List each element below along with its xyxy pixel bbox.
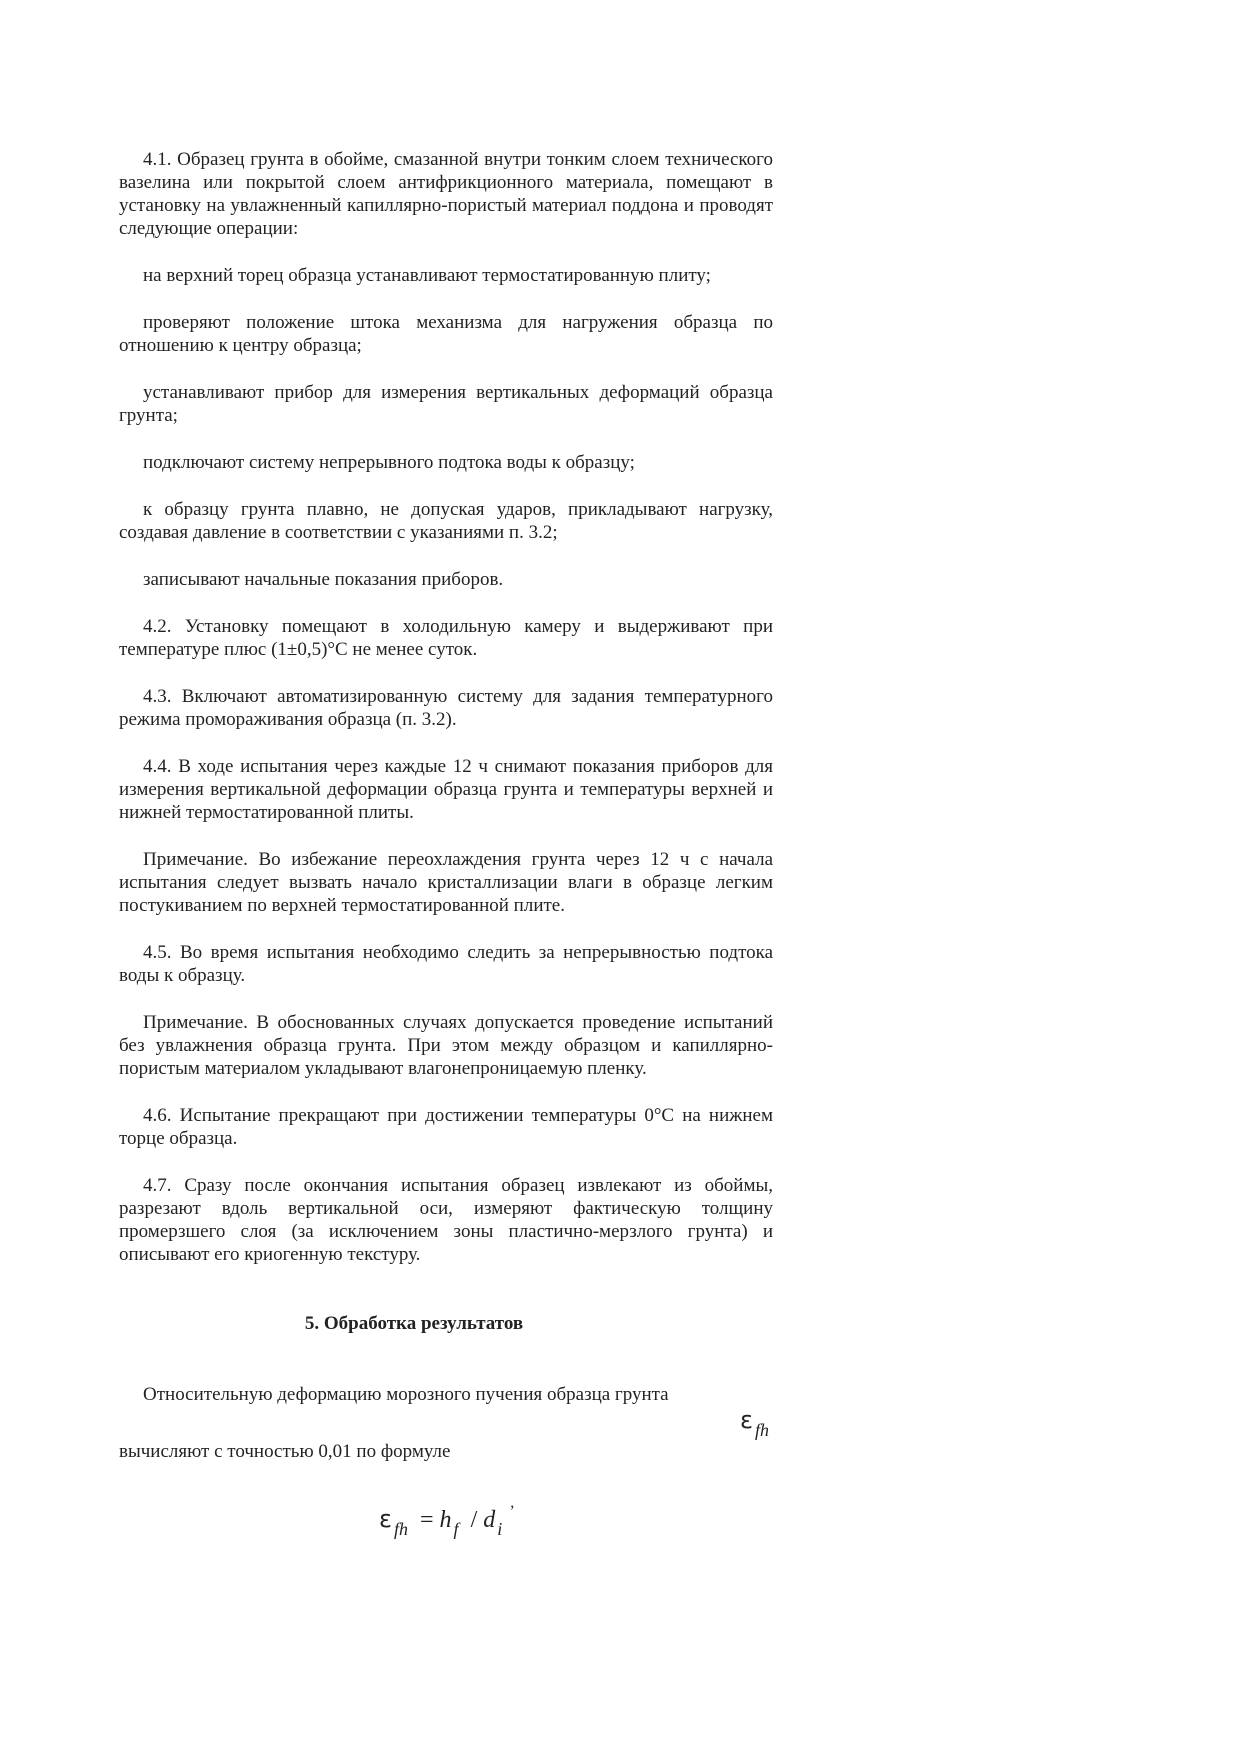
formula-epsilon-sub: fh bbox=[393, 1519, 408, 1539]
paragraph-step-6: записывают начальные показания приборов. bbox=[143, 569, 504, 590]
formula bbox=[379, 1494, 773, 1555]
formula-h: h bbox=[439, 1507, 452, 1533]
paragraph-step-2: проверяют положение штока механизма для нагружения образца по отношению к центру образца; bbox=[119, 312, 773, 356]
paragraph-4-7: 4.7. Сразу после окончания испытания образец извлекают из обоймы, разрезают вдоль вертикальной оси, измеряют фактическую толщину промерзшего слоя (за исключением зоны пластично-мерзлого грунта) и описывают его криогенную текстуру. bbox=[119, 1175, 773, 1265]
epsilon-subscript: fh bbox=[754, 1420, 769, 1440]
document-page bbox=[119, 148, 773, 1555]
paragraph-step-4: подключают систему непрерывного подтока воды к образцу; bbox=[143, 452, 635, 473]
note-4-5: Примечание. В обоснованных случаях допускается проведение испытаний без увлажнения образца грунта. При этом между образцом и капиллярно-пористым материалом укладывают влагонепроницаемую пленку. bbox=[119, 1012, 773, 1079]
note-4-4: Примечание. Во избежание переохлаждения грунта через 12 ч с начала испытания следует вызвать начало кристаллизации влаги в образце легким постукиванием по верхней термостатированной плите. bbox=[119, 849, 773, 916]
paragraph-4-2: 4.2. Установку помещают в холодильную камеру и выдерживают при температуре плюс (1±0,5)°С не менее суток. bbox=[119, 616, 773, 660]
formula-epsilon: ε bbox=[379, 1505, 392, 1533]
epsilon-glyph: ε bbox=[740, 1406, 753, 1434]
formula-comma: , bbox=[510, 1494, 515, 1511]
paragraph-4-4: 4.4. В ходе испытания через каждые 12 ч снимают показания приборов для измерения вертикальной деформации образца грунта и температуры верхней и нижней термостатированной плиты. bbox=[119, 756, 773, 823]
formula-slash: / bbox=[470, 1507, 478, 1533]
section-intro bbox=[119, 1383, 773, 1440]
paragraph-4-1: 4.1. Образец грунта в обойме, смазанной внутри тонким слоем технического вазелина или покрытой слоем антифрикционного материала, помещают в установку на увлажненный капиллярно-пористый материал поддона и проводят следующие операции: bbox=[119, 149, 773, 239]
paragraph-4-3: 4.3. Включают автоматизированную систему для задания температурного режима промораживания образца (п. 3.2). bbox=[119, 686, 773, 730]
formula-d: d bbox=[483, 1507, 496, 1533]
paragraph-step-5: к образцу грунта плавно, не допуская ударов, прикладывают нагрузку, создавая давление в соответствии с указаниями п. 3.2; bbox=[119, 499, 773, 543]
epsilon-symbol bbox=[716, 1406, 769, 1440]
section-heading: 5. Обработка результатов bbox=[304, 1313, 524, 1334]
paragraph-4-6: 4.6. Испытание прекращают при достижении температуры 0°С на нижнем торце образца. bbox=[119, 1105, 773, 1149]
formula-h-sub: f bbox=[453, 1519, 459, 1539]
paragraph-step-1: на верхний торец образца устанавливают термостатированную плиту; bbox=[143, 265, 711, 286]
formula-d-sub: i bbox=[497, 1519, 503, 1539]
paragraph-step-3: устанавливают прибор для измерения вертикальных деформаций образца грунта; bbox=[119, 382, 773, 426]
section-intro-text: Относительную деформацию морозного пучения образца грунта bbox=[143, 1384, 669, 1405]
paragraph-4-5: 4.5. Во время испытания необходимо следить за непрерывностью подтока воды к образцу. bbox=[119, 942, 773, 986]
section-intro-continuation: вычисляют с точностью 0,01 по формуле bbox=[119, 1441, 451, 1462]
formula-equals: = bbox=[420, 1507, 434, 1533]
